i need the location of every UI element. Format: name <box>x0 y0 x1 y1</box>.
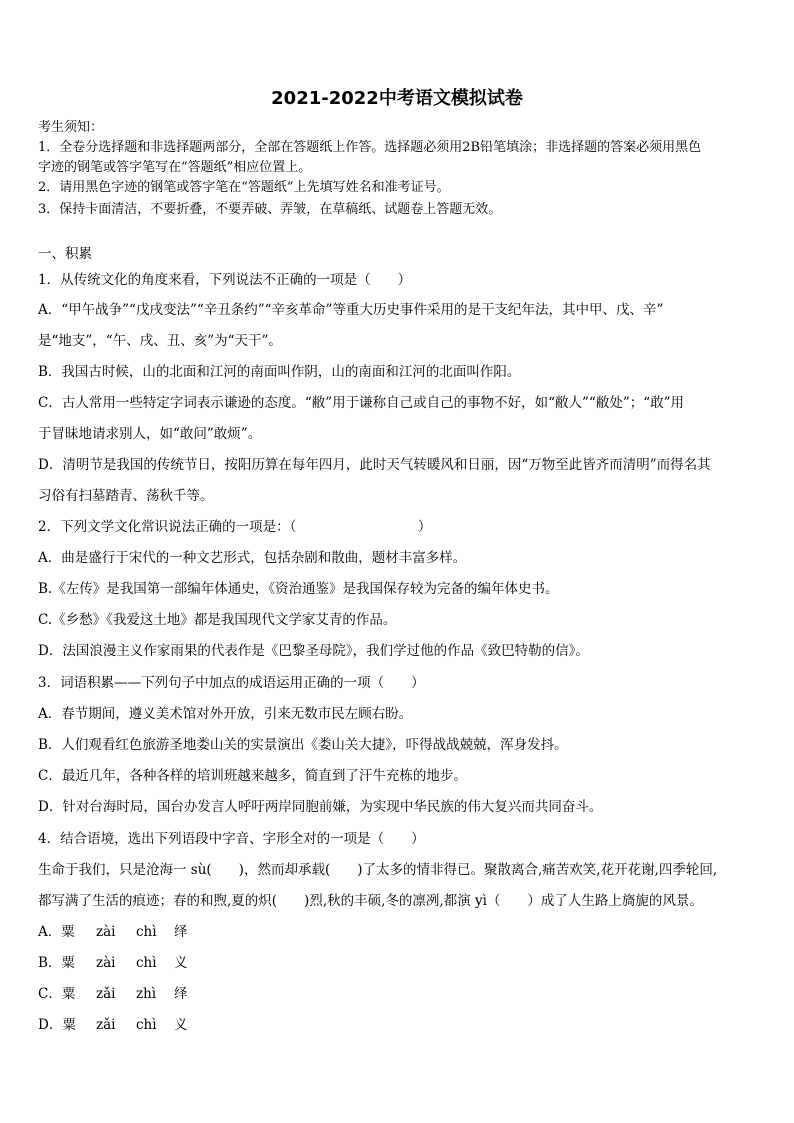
option-pinyin-2: chì <box>136 1017 157 1033</box>
option-label: B．粟 <box>38 955 75 971</box>
notice-line: 1．全卷分选择题和非选择题两部分，全部在答题纸上作答。选择题必须用2B铅笔填涂；非选择题的答案必须用黑色 <box>38 140 702 155</box>
option-pinyin-2: chì <box>136 955 157 971</box>
question-2-option: B.《左传》是我国第一部编年体通史，《资治通鉴》是我国保存较为完备的编年体史书。 <box>38 581 559 597</box>
notice-heading: 考生须知： <box>38 120 104 135</box>
question-3-option: C．最近几年，各种各样的培训班越来越多，简直到了汗牛充栋的地步。 <box>38 768 467 784</box>
question-2-option: D．法国浪漫主义作家雨果的代表作是《巴黎圣母院》，我们学过他的作品《致巴特勒的信》。 <box>38 643 589 659</box>
option-pinyin-1: zài <box>96 924 116 940</box>
question-1-line: 是“地支”，“午、戌、丑、亥”为“天干”。 <box>38 333 282 349</box>
option-label: C．粟 <box>38 986 76 1002</box>
option-pinyin-1: zài <box>96 955 116 971</box>
question-1-line: A．“甲午战争”“戊戌变法”“辛丑条约”“辛亥革命”等重大历史事件采用的是干支纪年法，其中甲、戊、辛” <box>38 302 664 318</box>
question-3-option: D．针对台海时局，国台办发言人呼吁两岸同胞前嫌，为实现中华民族的伟大复兴而共同奋斗。 <box>38 799 603 815</box>
option-label: A．粟 <box>38 924 75 940</box>
page-title: 2021-2022中考语文模拟试卷 <box>271 88 523 109</box>
question-1-line: B．我国古时候，山的北面和江河的南面叫作阴，山的南面和江河的北面叫作阳。 <box>38 364 521 380</box>
question-4-passage-line: 生命于我们，只是沧海一 sù( )，然而却承载( )了太多的情非得已。聚散离合,痛苦欢笑,花开花谢,四季轮回, <box>38 862 718 878</box>
question-4-option <box>38 922 214 942</box>
question-1-line: 习俗有扫墓踏青、荡秋千等。 <box>38 488 214 504</box>
option-label: D．粟 <box>38 1017 76 1033</box>
question-4-option <box>38 984 214 1004</box>
section-heading: 一、积累 <box>38 246 92 262</box>
option-char: 义 <box>174 1017 188 1033</box>
question-2-option: A．曲是盛行于宋代的一种文艺形式，包括杂剧和散曲，题材丰富多样。 <box>38 550 467 566</box>
question-1-stem: 1．从传统文化的角度来看，下列说法不正确的一项是（ ） <box>38 272 412 288</box>
notice-line: 2．请用黑色字迹的钢笔或答字笔在“答题纸”上先填写姓名和准考证号。 <box>38 180 450 195</box>
option-pinyin-2: chì <box>136 924 157 940</box>
question-1-line: 于冒昧地请求别人，如“敢问”敢烦”。 <box>38 426 262 442</box>
question-2-option: C.《乡愁》《我爱这土地》都是我国现代文学家艾青的作品。 <box>38 612 397 628</box>
notice-line: 字迹的钢笔或答字笔写在“答题纸”相应位置上。 <box>38 160 312 175</box>
question-3-option: A．春节期间，遵义美术馆对外开放，引来无数市民左顾右盼。 <box>38 706 413 722</box>
option-pinyin-2: zhì <box>136 986 157 1002</box>
question-3-stem: 3．词语积累——下列句子中加点的成语运用正确的一项（ ） <box>38 675 425 691</box>
question-4-option <box>38 953 214 973</box>
option-char: 义 <box>174 955 188 971</box>
question-3-option: B．人们观看红色旅游圣地娄山关的实景演出《娄山关大捷》，吓得战战兢兢，浑身发抖。 <box>38 737 568 753</box>
question-1-line: C．古人常用一些特定字词表示谦逊的态度。“敝”用于谦称自己或自己的事物不好，如“敝人”“敝处”；“敢”用 <box>38 395 685 411</box>
question-4-passage-line: 都写满了生活的痕迹；春的和煦,夏的炽( )烈,秋的丰硕,冬的凛冽,都演 yì（ ）成了人生路上旖旎的风景。 <box>38 893 703 909</box>
option-pinyin-1: zǎi <box>96 1017 116 1033</box>
question-1-line: D．清明节是我国的传统节日，按阳历算在每年四月，此时天气转暖风和日丽，因“万物至此皆齐而清明”而得名其 <box>38 457 711 473</box>
option-pinyin-1: zǎi <box>96 986 116 1002</box>
notice-line: 3．保持卡面清洁，不要折叠，不要弄破、弄皱，在草稿纸、试题卷上答题无效。 <box>38 202 502 217</box>
question-2-stem: 2．下列文学文化常识说法正确的一项是：（ ） <box>38 519 432 535</box>
question-4-option <box>38 1015 214 1035</box>
option-char: 绎 <box>174 924 188 940</box>
option-char: 绎 <box>174 986 188 1002</box>
question-4-stem: 4．结合语境，选出下列语段中字音、字形全对的一项是（ ） <box>38 831 425 847</box>
